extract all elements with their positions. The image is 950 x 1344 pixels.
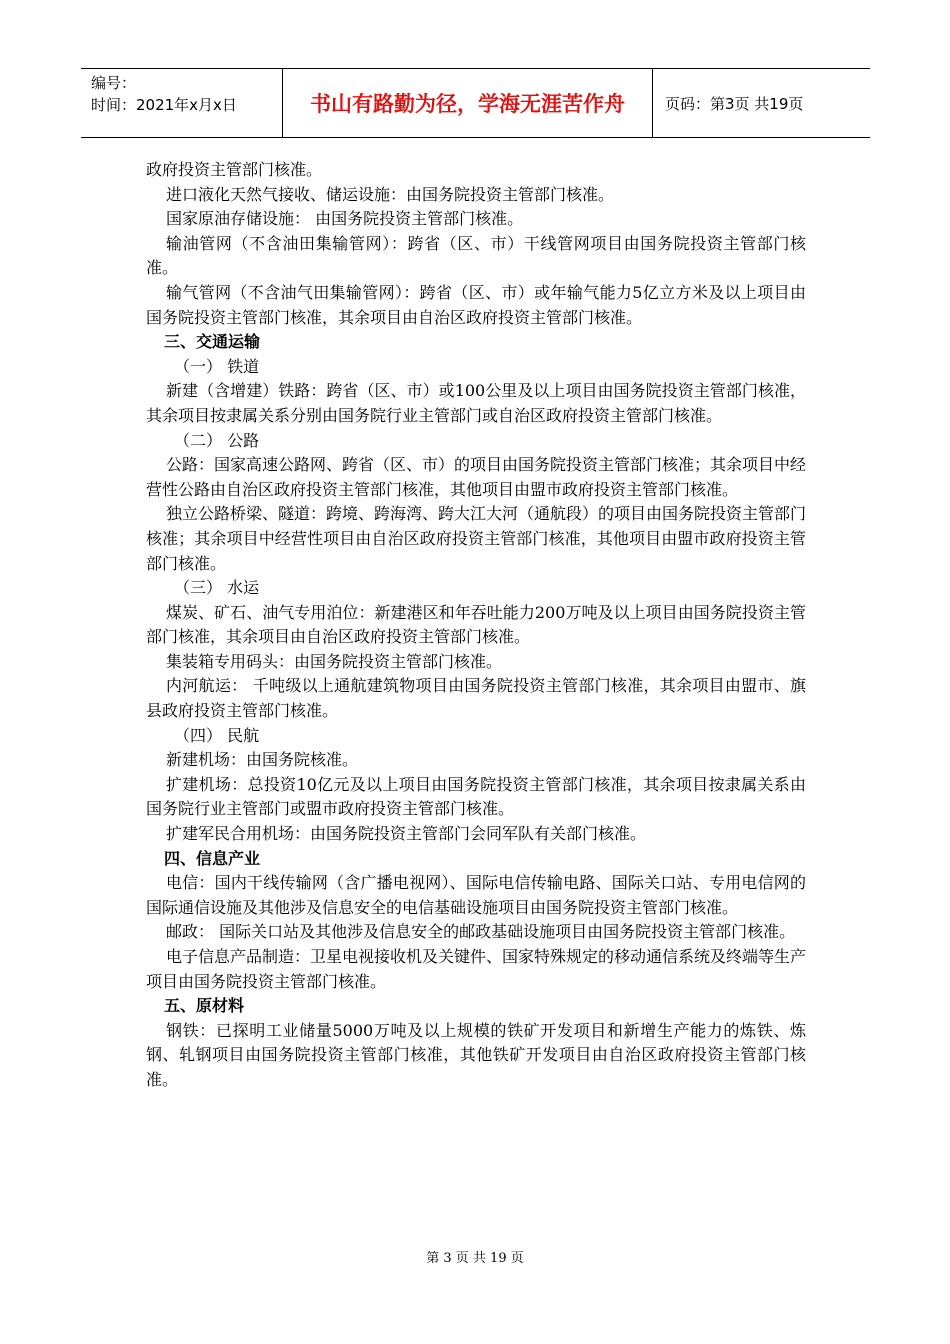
- page-header: [81, 68, 870, 138]
- paragraph: 电信：国内干线传输网（含广播电视网）、国际电信传输电路、国际关口站、专用电信网的国际通信设施及其他涉及信息安全的电信基础设施项目由国务院投资主管部门核准。: [146, 873, 806, 917]
- page-footer: 第 3 页 共 19 页: [426, 1251, 524, 1266]
- paragraph: 煤炭、矿石、油气专用泊位：新建港区和年吞吐能力200万吨及以上项目由国务院投资主管部门核准，其余项目由自治区政府投资主管部门核准。: [146, 602, 806, 647]
- paragraph: 钢铁：已探明工业储量5000万吨及以上规模的铁矿开发项目和新增生产能力的炼铁、炼钢、轧钢项目由国务院投资主管部门核准，其他铁矿开发项目由自治区政府投资主管部门核准。: [146, 1020, 806, 1089]
- section-heading: 三、交通运输: [164, 332, 261, 352]
- subsection-heading: （三） 水运: [174, 578, 260, 598]
- paragraph: 新建机场：由国务院核准。: [166, 750, 359, 770]
- subsection-heading: （四） 民航: [174, 725, 260, 745]
- section-heading: 四、信息产业: [164, 848, 261, 868]
- header-motto: 书山有路勤为径，学海无涯苦作舟: [283, 69, 653, 137]
- time-label: 时间：2021年x月x日: [91, 96, 237, 114]
- number-label: 编号：: [91, 74, 137, 92]
- paragraph: 国家原油存储设施： 由国务院投资主管部门核准。: [166, 209, 524, 229]
- header-page-label: 页码：第3页 共19页: [665, 94, 804, 113]
- paragraph: 进口液化天然气接收、储运设施：由国务院投资主管部门核准。: [166, 184, 615, 204]
- paragraph: 政府投资主管部门核准。: [146, 160, 323, 179]
- paragraph: 独立公路桥梁、隧道：跨境、跨海湾、跨大江大河（通航段）的项目由国务院投资主管部门核准；其余项目中经营性项目由自治区政府投资主管部门核准，其他项目由盟市政府投资主管部门核准。: [146, 504, 807, 573]
- paragraph: 扩建机场：总投资10亿元及以上项目由国务院投资主管部门核准，其余项目按隶属关系由国务院行业主管部门或盟市政府投资主管部门核准。: [146, 774, 806, 819]
- paragraph: 内河航运： 千吨级以上通航建筑物项目由国务院投资主管部门核准，其余项目由盟市、旗县政府投资主管部门核准。: [146, 676, 806, 721]
- paragraph: 扩建军民合用机场：由国务院投资主管部门会同军队有关部门核准。: [166, 824, 647, 844]
- paragraph: 输油管网（不含油田集输管网）：跨省（区、市）干线管网项目由国务院投资主管部门核准。: [146, 233, 806, 278]
- paragraph: 新建（含增建）铁路：跨省（区、市）或100公里及以上项目由国务院投资主管部门核准，其余项目按隶属关系分别由国务院行业主管部门或自治区政府投资主管部门核准。: [146, 381, 806, 425]
- paragraph: 邮政： 国际关口站及其他涉及信息安全的邮政基础设施项目由国务院投资主管部门核准。: [166, 922, 796, 942]
- paragraph: 集装箱专用码头：由国务院投资主管部门核准。: [166, 651, 503, 671]
- paragraph: 公路：国家高速公路网、跨省（区、市）的项目由国务院投资主管部门核准；其余项目中经营性公路由自治区政府投资主管部门核准，其他项目由盟市政府投资主管部门核准。: [146, 455, 807, 499]
- subsection-heading: （一） 铁道: [174, 356, 260, 376]
- paragraph: 输气管网（不含油气田集输管网）：跨省（区、市）或年输气能力5亿立方米及以上项目由国务院投资主管部门核准，其余项目由自治区政府投资主管部门核准。: [146, 282, 806, 327]
- paragraph: 电子信息产品制造：卫星电视接收机及关键件、国家特殊规定的移动通信系统及终端等生产项目由国务院投资主管部门核准。: [146, 947, 807, 991]
- header-meta: [81, 69, 283, 137]
- document-body: [146, 158, 806, 1093]
- subsection-heading: （二） 公路: [174, 430, 260, 450]
- section-heading: 五、原材料: [164, 996, 245, 1016]
